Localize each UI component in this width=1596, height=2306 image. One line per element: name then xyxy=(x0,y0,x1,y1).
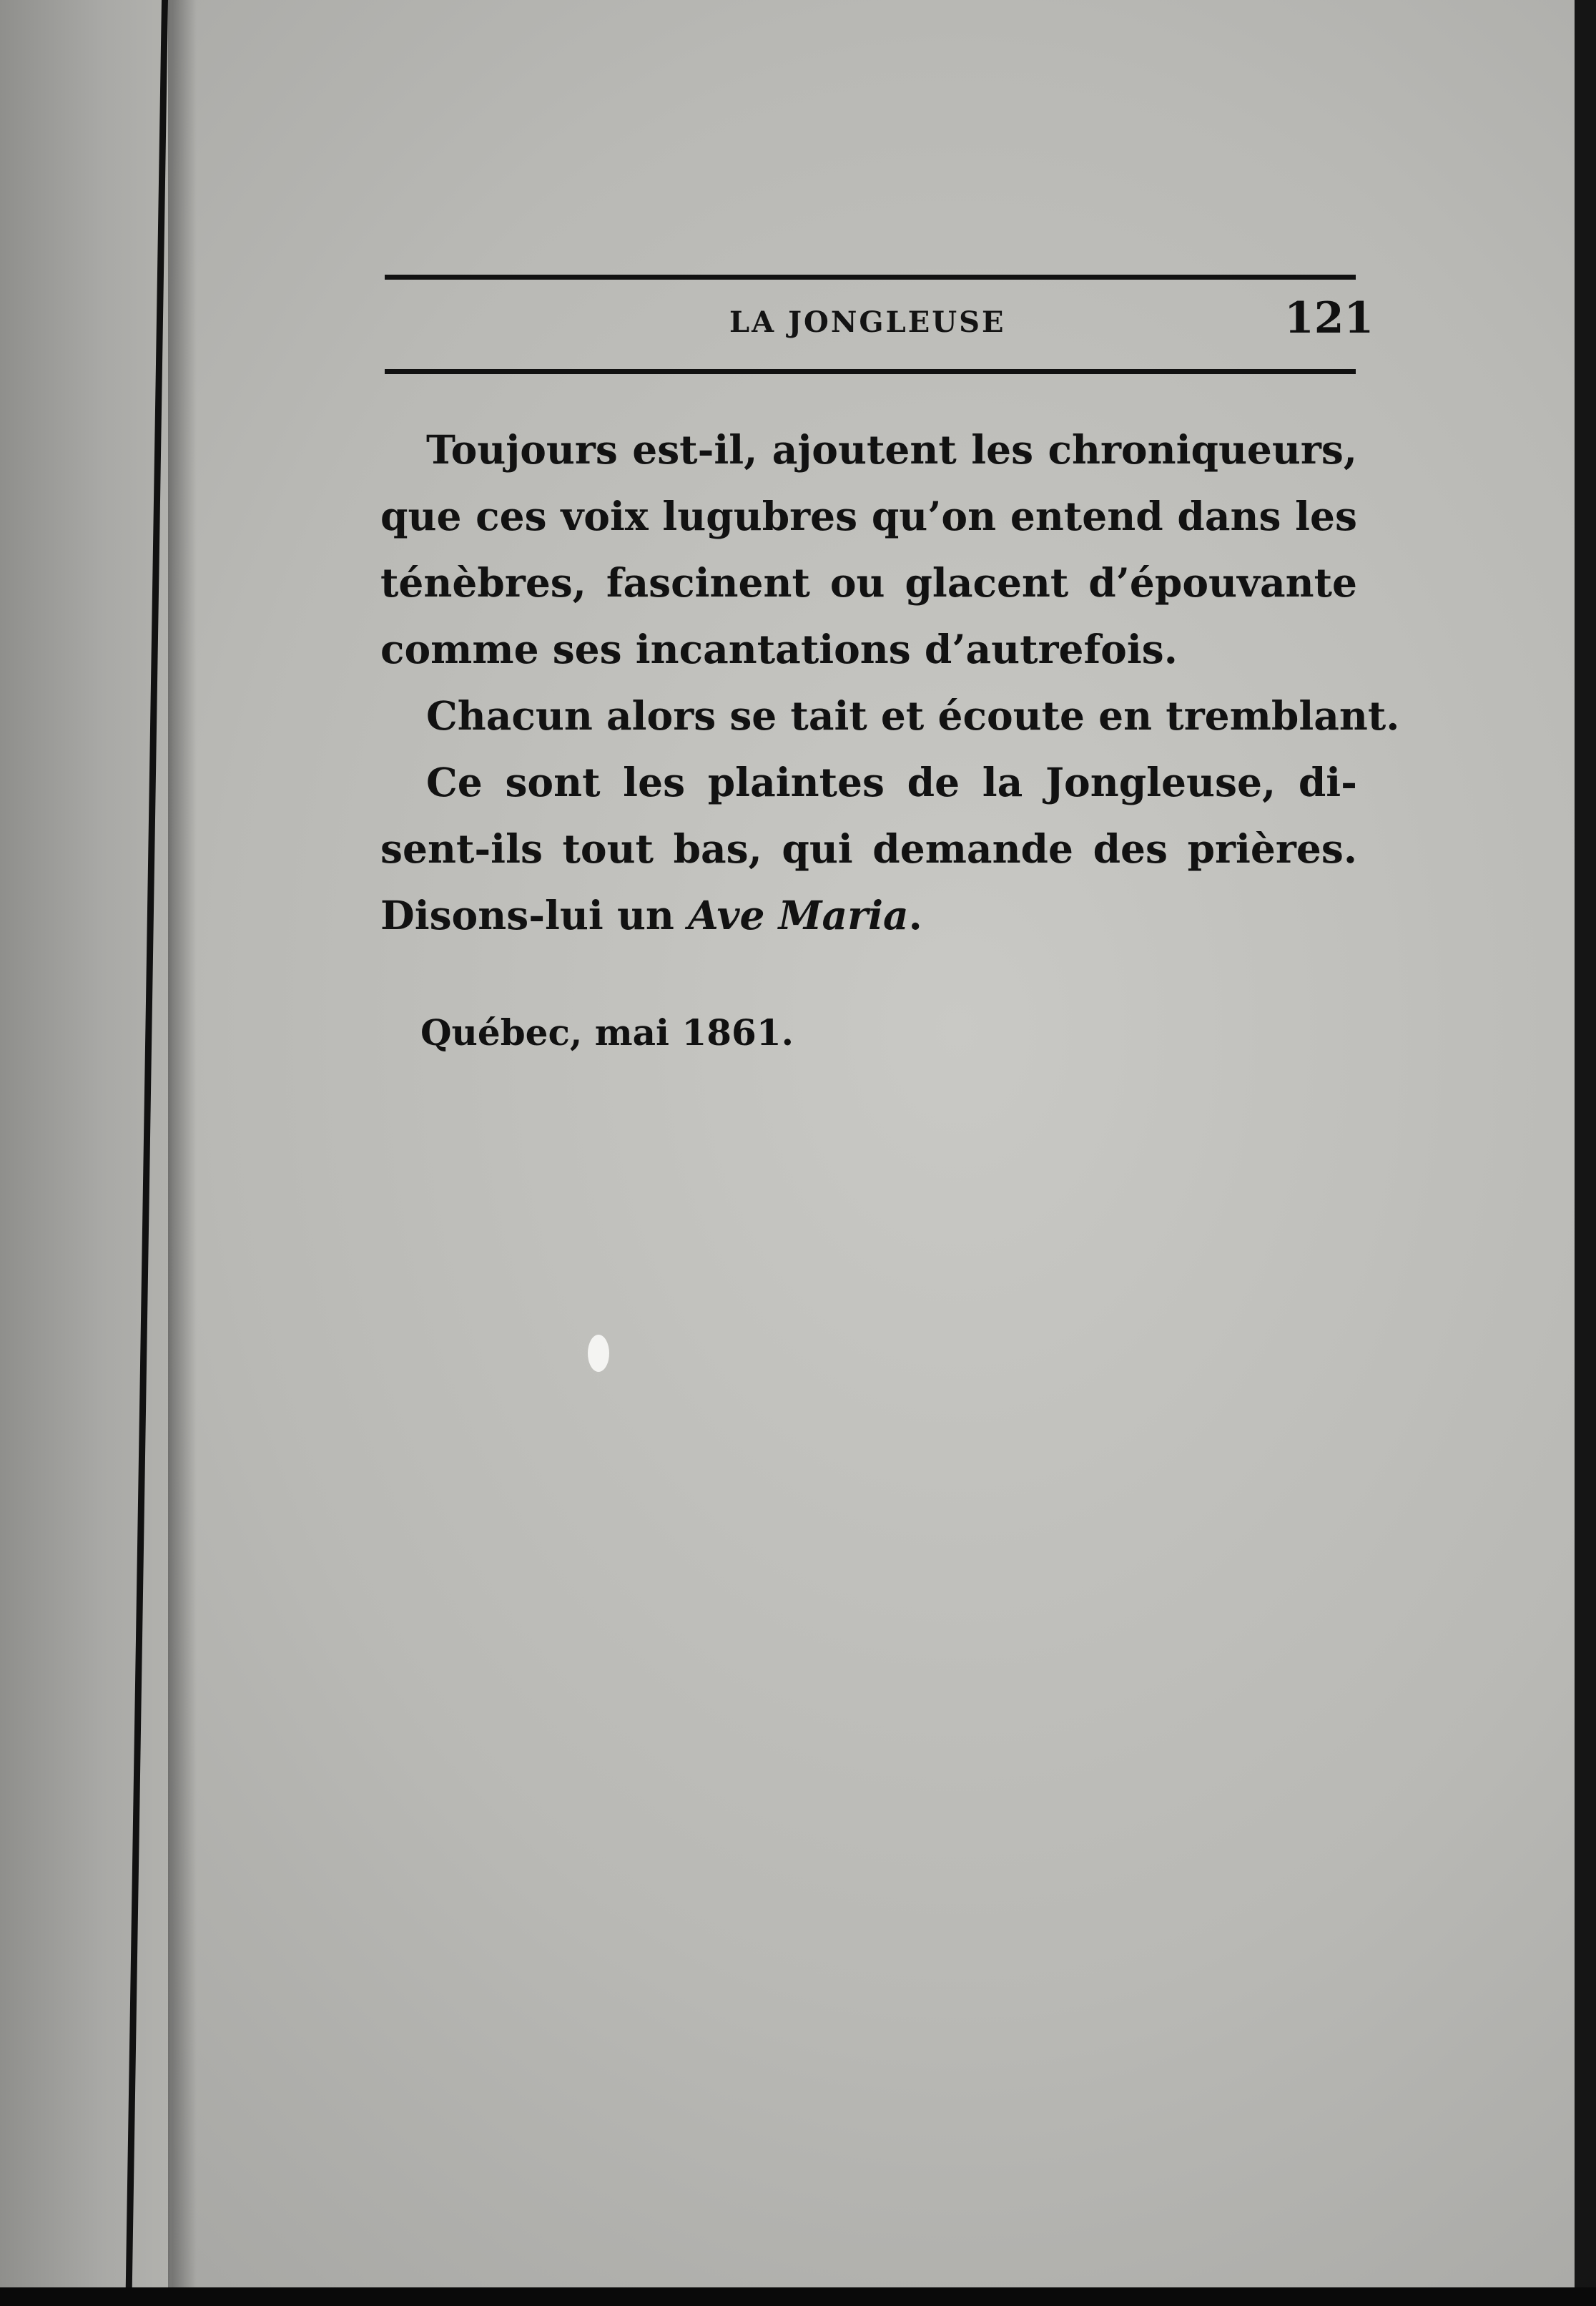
text-line: ténèbres, fascinent ou glacent d’épouvante xyxy=(380,559,1357,606)
page-number: 121 xyxy=(1284,293,1374,343)
running-title: LA JONGLEUSE xyxy=(729,305,1006,339)
text-line: Ce sont les plaintes de la Jongleuse, di- xyxy=(426,759,1357,805)
text-line: Toujours est-il, ajoutent les chroniqueurs, xyxy=(426,426,1357,473)
dateline: Québec, mai 1861. xyxy=(420,1011,794,1054)
body-text xyxy=(380,416,1400,948)
bottom-scan-edge xyxy=(0,2287,1596,2306)
text-fragment: Disons-lui un xyxy=(380,892,674,938)
text-line: comme ses incantations d’autrefois. xyxy=(380,626,1178,672)
italic-phrase: Ave Maria xyxy=(688,892,909,938)
text-fragment: . xyxy=(908,892,922,938)
paper-blemish xyxy=(588,1335,609,1372)
text-line: que ces voix lugubres qu’on entend dans les xyxy=(380,493,1357,539)
header-rule-top xyxy=(385,275,1356,280)
header-rule-bottom xyxy=(385,369,1356,374)
text-line: sent-ils tout bas, qui demande des prières. xyxy=(380,825,1357,872)
text-line: Chacun alors se tait et écoute en tremblant. xyxy=(426,692,1400,739)
gutter-shadow xyxy=(168,0,197,2287)
text-line-final xyxy=(380,882,1357,948)
right-scan-edge xyxy=(1575,0,1596,2287)
